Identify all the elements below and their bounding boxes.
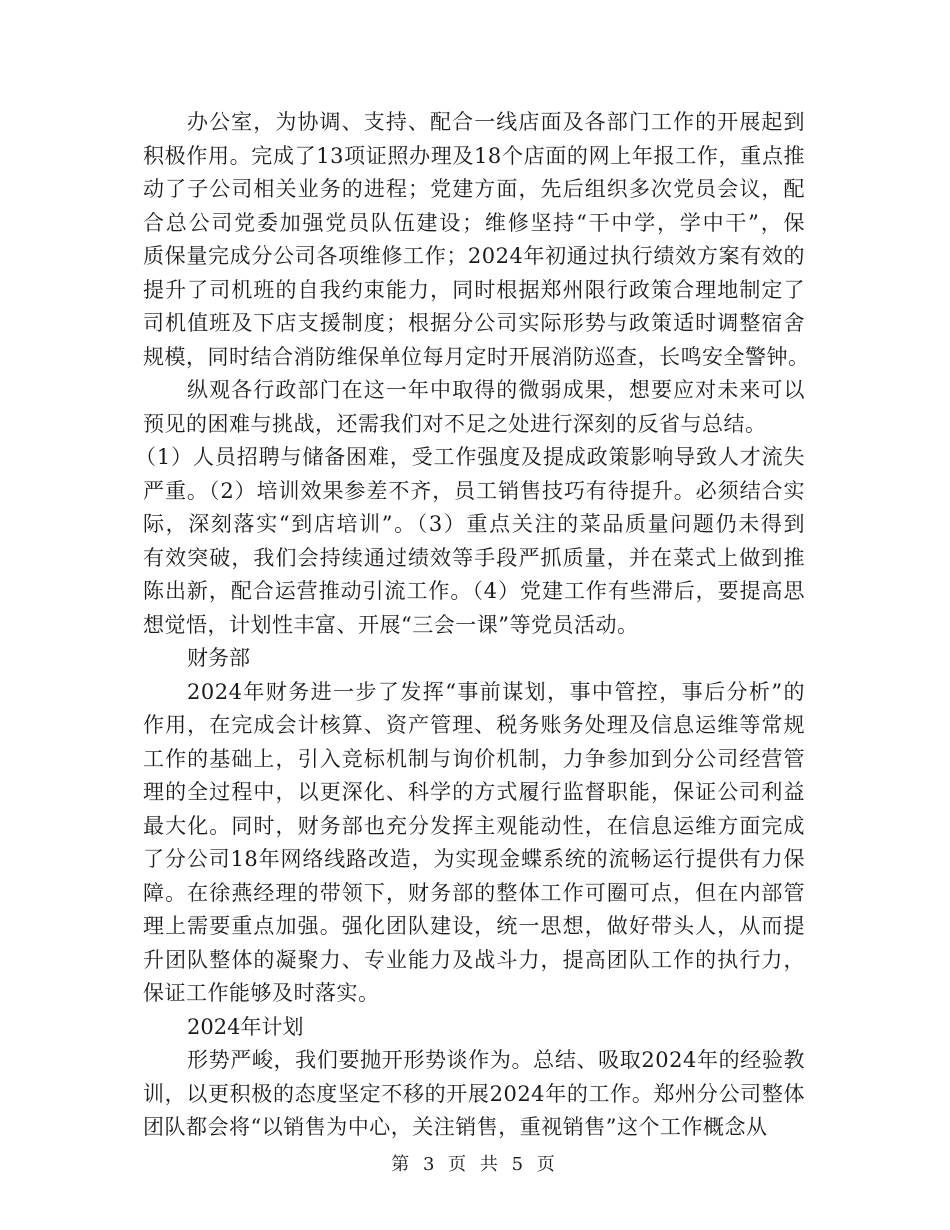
paragraph-line: 质保量完成分公司各项维修工作；2024年初通过执行绩效方案有效的 (143, 244, 805, 268)
paragraph-line: 理的全过程中，以更深化、科学的方式履行监督职能，保证公司利益 (143, 780, 805, 804)
paragraph-line: 严重。（2）培训效果参差不齐，员工销售技巧有待提升。必须结合实 (143, 479, 805, 503)
page-number-footer: 第 3 页 共 5 页 (391, 1154, 559, 1175)
paragraph-line: （1）人员招聘与储备困难，受工作强度及提成政策影响导致人才流失 (135, 445, 805, 469)
paragraph-line: 办公室，为协调、支持、配合一线店面及各部门工作的开展起到 (187, 110, 805, 134)
paragraph-line: 提升了司机班的自我约束能力，同时根据郑州限行政策合理地制定了 (143, 278, 805, 302)
paragraph-line: 2024年财务进一步了发挥“事前谋划，事中管控，事后分析”的 (187, 680, 805, 704)
paragraph-line: 司机值班及下店支援制度；根据分公司实际形势与政策适时调整宿舍 (143, 311, 805, 335)
paragraph-line: 形势严峻，我们要抛开形势谈作为。总结、吸取2024年的经验教 (187, 1048, 805, 1072)
paragraph-line: 合总公司党委加强党员队伍建设；维修坚持“干中学，学中干”，保 (143, 211, 805, 235)
paragraph-line: 纵观各行政部门在这一年中取得的微弱成果，想要应对未来可以 (187, 378, 805, 402)
paragraph-line: 最大化。同时，财务部也充分发挥主观能动性，在信息运维方面完成 (143, 814, 805, 838)
paragraph-line: 积极作用。完成了13项证照办理及18个店面的网上年报工作，重点推 (143, 144, 805, 168)
paragraph-line: 升团队整体的凝聚力、专业能力及战斗力，提高团队工作的执行力， (143, 948, 805, 972)
paragraph-line: 理上需要重点加强。强化团队建设，统一思想，做好带头人，从而提 (143, 914, 805, 938)
paragraph-line: 训，以更积极的态度坚定不移的开展2024年的工作。郑州分公司整体 (143, 1082, 805, 1106)
paragraph-line: 团队都会将“以销售为中心，关注销售，重视销售”这个工作概念从 (143, 1115, 768, 1139)
paragraph-line: 规模，同时结合消防维保单位每月定时开展消防巡查，长鸣安全警钟。 (143, 345, 810, 369)
paragraph-line: 动了子公司相关业务的进程；党建方面，先后组织多次党员会议，配 (143, 177, 805, 201)
paragraph-line: 障。在徐燕经理的带领下，财务部的整体工作可圈可点，但在内部管 (143, 881, 805, 905)
paragraph-line: 预见的困难与挑战，还需我们对不足之处进行深刻的反省与总结。 (143, 412, 767, 436)
paragraph-line: 有效突破，我们会持续通过绩效等手段严抓质量，并在菜式上做到推 (143, 546, 805, 570)
paragraph-line: 际，深刻落实“到店培训”。（3）重点关注的菜品质量问题仍未得到 (143, 512, 805, 536)
section-heading-finance: 财务部 (187, 646, 250, 670)
paragraph-line: 工作的基础上，引入竞标机制与询价机制，力争参加到分公司经营管 (143, 747, 805, 771)
section-heading-plan: 2024年计划 (187, 1015, 304, 1039)
paragraph-line: 了分公司18年网络线路改造，为实现金蝶系统的流畅运行提供有力保 (143, 847, 805, 871)
paragraph-line: 想觉悟，计划性丰富、开展“三会一课”等党员活动。 (143, 613, 639, 637)
paragraph-line: 陈出新，配合运营推动引流工作。（4）党建工作有些滞后，要提高思 (143, 579, 805, 603)
paragraph-line: 作用，在完成会计核算、资产管理、税务账务处理及信息运维等常规 (143, 713, 805, 737)
paragraph-line: 保证工作能够及时落实。 (143, 981, 380, 1005)
